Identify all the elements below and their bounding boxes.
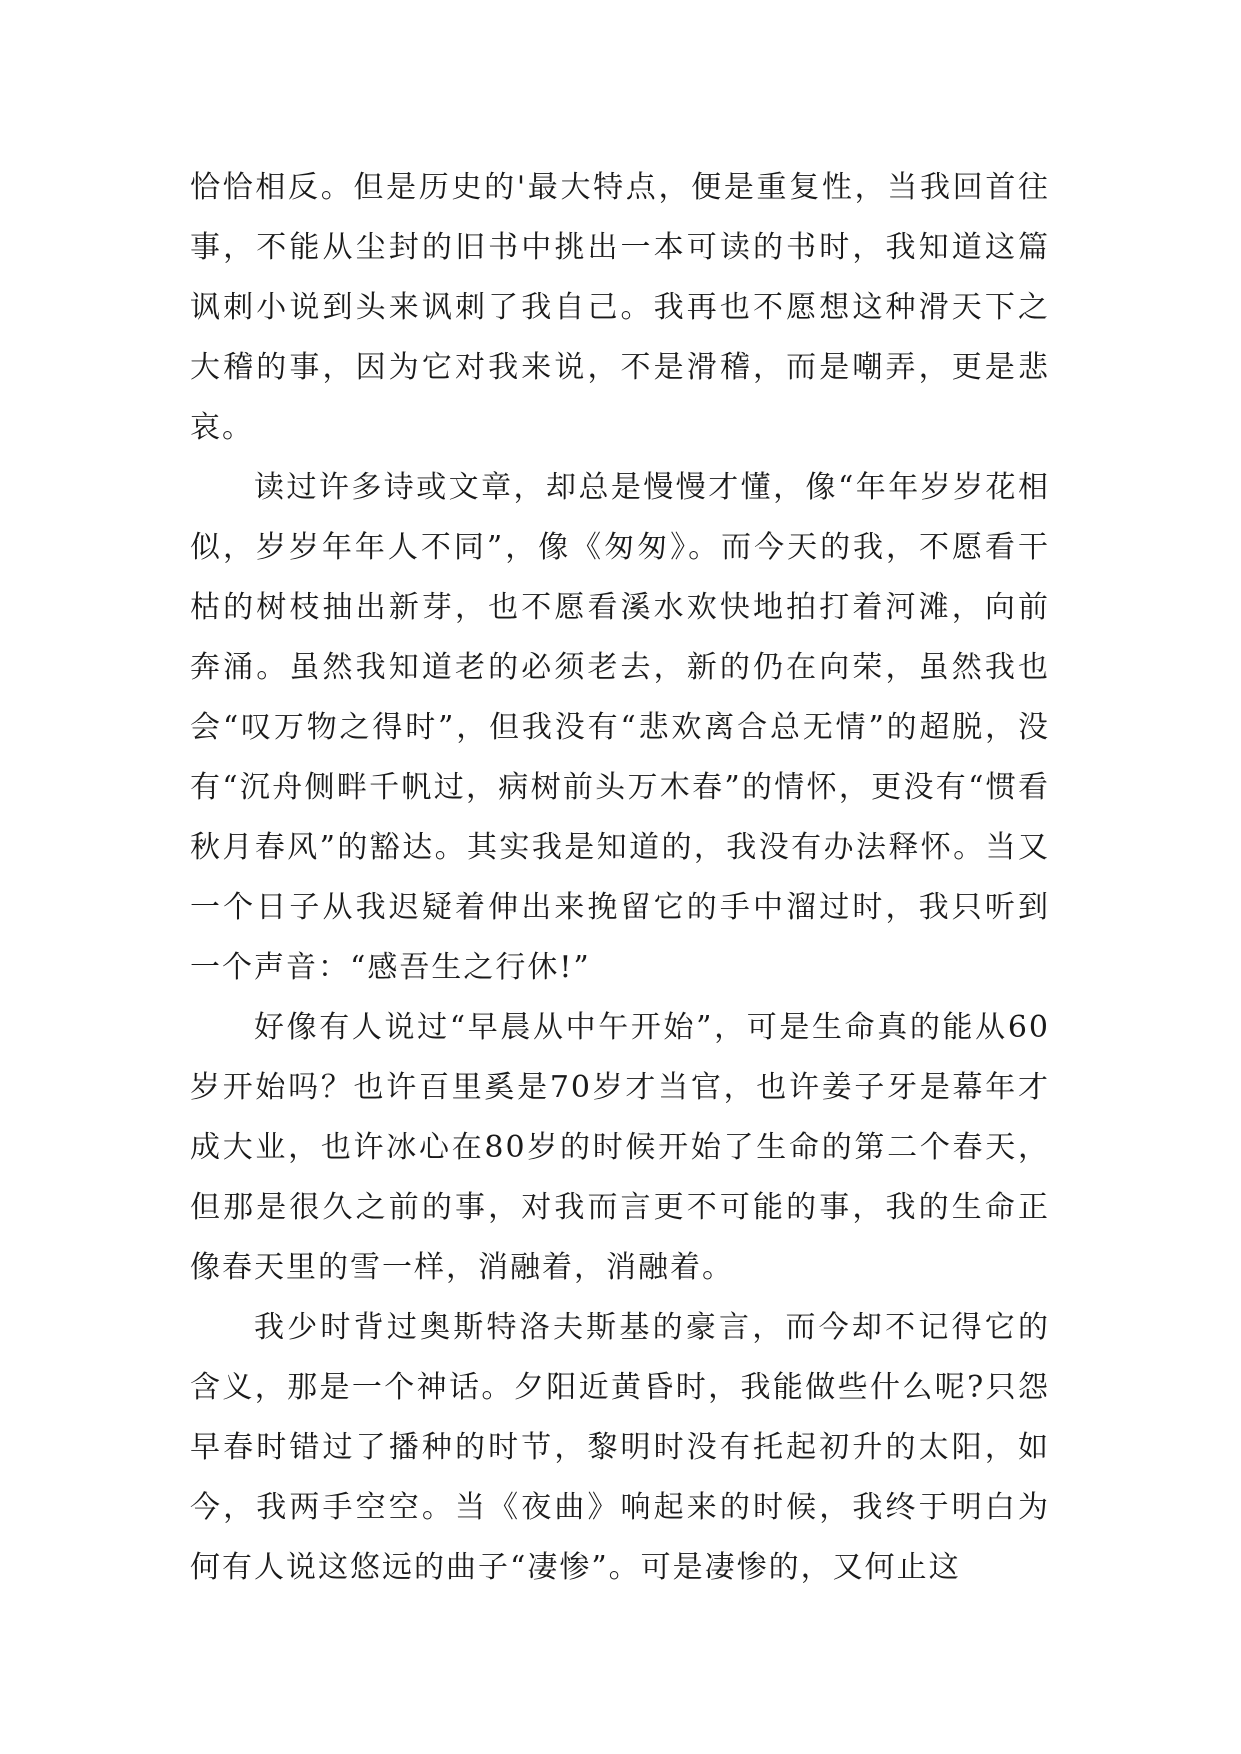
- paragraph: 读过许多诗或文章，却总是慢慢才懂，像“年年岁岁花相似，岁岁年年人不同”，像《匆匆》。而今天的我，不愿看干枯的树枝抽出新芽，也不愿看溪水欢快地拍打着河滩，向前奔涌。虽然我知道老的必须老去，新的仍在向荣，虽然我也会“叹万物之得时”，但我没有“悲欢离合总无情”的超脱，没有“沉舟侧畔千帆过，病树前头万木春”的情怀，更没有“惯看秋月春风”的豁达。其实我是知道的，我没有办法释怀。当又一个日子从我迟疑着伸出来挽留它的手中溜过时，我只听到一个声音：“感吾生之行休!”: [190, 470, 1050, 985]
- document-page: [190, 158, 1050, 1598]
- paragraph: 恰恰相反。但是历史的'最大特点，便是重复性，当我回首往事，不能从尘封的旧书中挑出一本可读的书时，我知道这篇讽刺小说到头来讽刺了我自己。我再也不愿想这种滑天下之大稽的事，因为它对我来说，不是滑稽，而是嘲弄，更是悲哀。: [190, 170, 1050, 445]
- paragraph: 我少时背过奥斯特洛夫斯基的豪言，而今却不记得它的含义，那是一个神话。夕阳近黄昏时，我能做些什么呢?只怨早春时错过了播种的时节，黎明时没有托起初升的太阳，如今，我两手空空。当《夜曲》响起来的时候，我终于明白为何有人说这悠远的曲子“凄惨”。可是凄惨的，又何止这: [190, 1310, 1050, 1585]
- paragraph: 好像有人说过“早晨从中午开始”，可是生命真的能从60岁开始吗？也许百里奚是70岁才当官，也许姜子牙是幕年才成大业，也许冰心在80岁的时候开始了生命的第二个春天，但那是很久之前的事，对我而言更不可能的事，我的生命正像春天里的雪一样，消融着，消融着。: [190, 1010, 1050, 1285]
